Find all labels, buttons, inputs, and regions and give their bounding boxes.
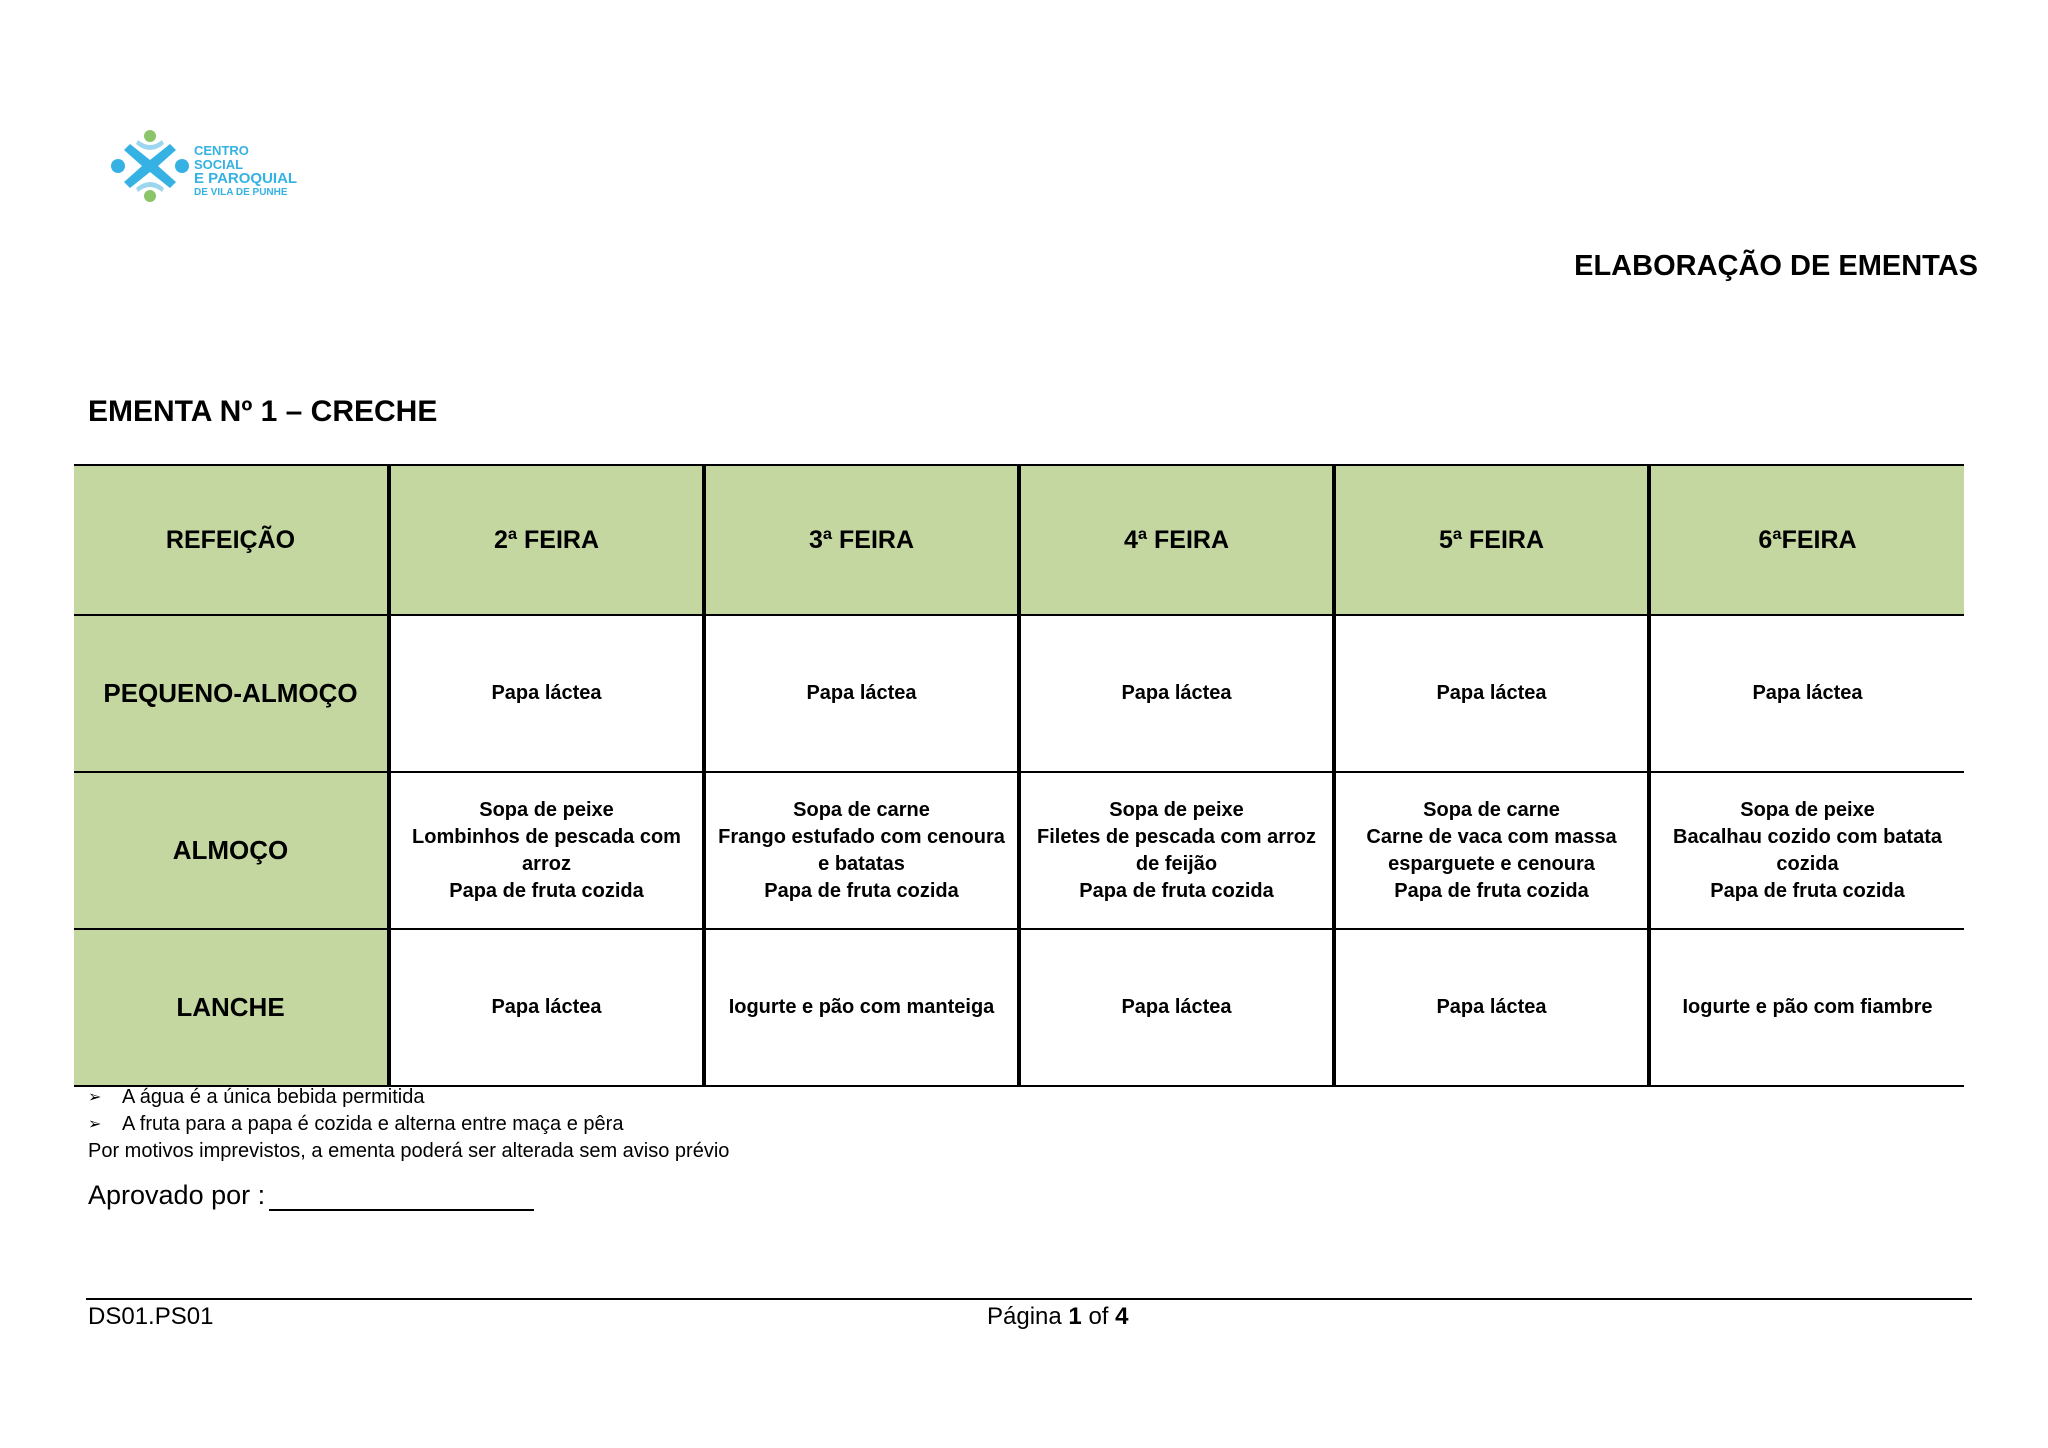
table-header-row [74, 465, 1964, 615]
document-title: ELABORAÇÃO DE EMENTAS [1574, 250, 1978, 282]
menu-item: Sopa de carne [793, 798, 930, 821]
menu-cell [389, 615, 704, 772]
menu-cell [1019, 615, 1334, 772]
page-of: of [1088, 1303, 1109, 1330]
page-current: 1 [1068, 1303, 1082, 1330]
menu-cell [704, 772, 1019, 929]
menu-cell [704, 929, 1019, 1086]
header-day: 5ª FEIRA [1334, 465, 1649, 615]
arrow-bullet-icon: ➢ [88, 1116, 102, 1133]
footer-divider [86, 1298, 1972, 1300]
logo-emblem-icon [110, 130, 190, 202]
menu-item: Sopa de carne [1423, 798, 1560, 821]
menu-item: Papa láctea [806, 682, 917, 704]
signature-line [269, 1185, 534, 1211]
menu-item: Iogurte e pão com manteiga [728, 996, 995, 1018]
table-row [74, 615, 1964, 772]
menu-item: Papa láctea [491, 682, 602, 704]
menu-cell [389, 929, 704, 1086]
menu-item: Papa láctea [1436, 996, 1547, 1018]
menu-item: Bacalhau cozido com batata cozida [1673, 825, 1942, 875]
menu-cell [1649, 615, 1964, 772]
logo-line-1: CENTRO SOCIAL [194, 143, 249, 172]
menu-title: EMENTA Nº 1 – CRECHE [88, 395, 438, 428]
header-day: 4ª FEIRA [1019, 465, 1334, 615]
header-day: 3ª FEIRA [704, 465, 1019, 615]
menu-cell [1334, 615, 1649, 772]
menu-item: Papa láctea [1752, 682, 1863, 704]
menu-item: Papa láctea [1121, 682, 1232, 704]
notes [88, 1084, 729, 1165]
menu-table [74, 464, 1964, 1087]
disclaimer: Por motivos imprevistos, a ementa poderá ser alterada sem aviso prévio [88, 1140, 730, 1162]
menu-cell [704, 615, 1019, 772]
meal-name: ALMOÇO [74, 772, 389, 929]
menu-item: Iogurte e pão com fiambre [1682, 996, 1933, 1018]
note-text: A fruta para a papa é cozida e alterna entre maça e pêra [122, 1113, 624, 1135]
menu-cell [1334, 772, 1649, 929]
menu-cell [1019, 929, 1334, 1086]
header-day: 6ªFEIRA [1649, 465, 1964, 615]
header-day: 2ª FEIRA [389, 465, 704, 615]
menu-item: Sopa de peixe [479, 798, 614, 821]
logo-text [194, 144, 300, 200]
meal-name: PEQUENO-ALMOÇO [74, 615, 389, 772]
menu-cell [389, 772, 704, 929]
menu-item: Filetes de pescada com arroz de feijão [1036, 825, 1316, 875]
header-refeicao: REFEIÇÃO [74, 465, 389, 615]
menu-cell [1019, 772, 1334, 929]
note-text: A água é a única bebida permitida [122, 1086, 425, 1108]
menu-item: Papa de fruta cozida [764, 879, 959, 902]
menu-cell [1649, 929, 1964, 1086]
document-code: DS01.PS01 [88, 1303, 214, 1330]
logo [110, 130, 300, 205]
logo-line-2: E PAROQUIAL [194, 170, 298, 187]
meal-name: LANCHE [74, 929, 389, 1086]
page-number [987, 1303, 1128, 1331]
menu-item: Sopa de peixe [1740, 798, 1875, 821]
menu-item: Papa láctea [1121, 996, 1232, 1018]
menu-item: Papa de fruta cozida [1079, 879, 1274, 902]
menu-item: Sopa de peixe [1109, 798, 1244, 821]
menu-item: Papa de fruta cozida [1394, 879, 1589, 902]
menu-cell [1334, 929, 1649, 1086]
menu-item: Papa láctea [491, 996, 602, 1018]
menu-item: Frango estufado com cenoura e batatas [718, 825, 1005, 875]
menu-item: Lombinhos de pescada com arroz [412, 825, 681, 875]
approval [88, 1180, 534, 1211]
menu-item: Carne de vaca com massa esparguete e cenoura [1366, 825, 1617, 875]
logo-line-3: DE VILA DE PUNHE [194, 187, 288, 198]
menu-item: Papa de fruta cozida [1710, 879, 1905, 902]
menu-item: Papa láctea [1436, 682, 1547, 704]
note-item [88, 1111, 729, 1138]
menu-cell [1649, 772, 1964, 929]
page-label: Página [987, 1303, 1062, 1330]
approved-label: Aprovado por : [88, 1180, 266, 1210]
menu-item: Papa de fruta cozida [449, 879, 644, 902]
table-row [74, 772, 1964, 929]
table-row [74, 929, 1964, 1086]
page-total: 4 [1115, 1303, 1129, 1330]
note-item [88, 1084, 729, 1111]
arrow-bullet-icon: ➢ [88, 1089, 102, 1106]
